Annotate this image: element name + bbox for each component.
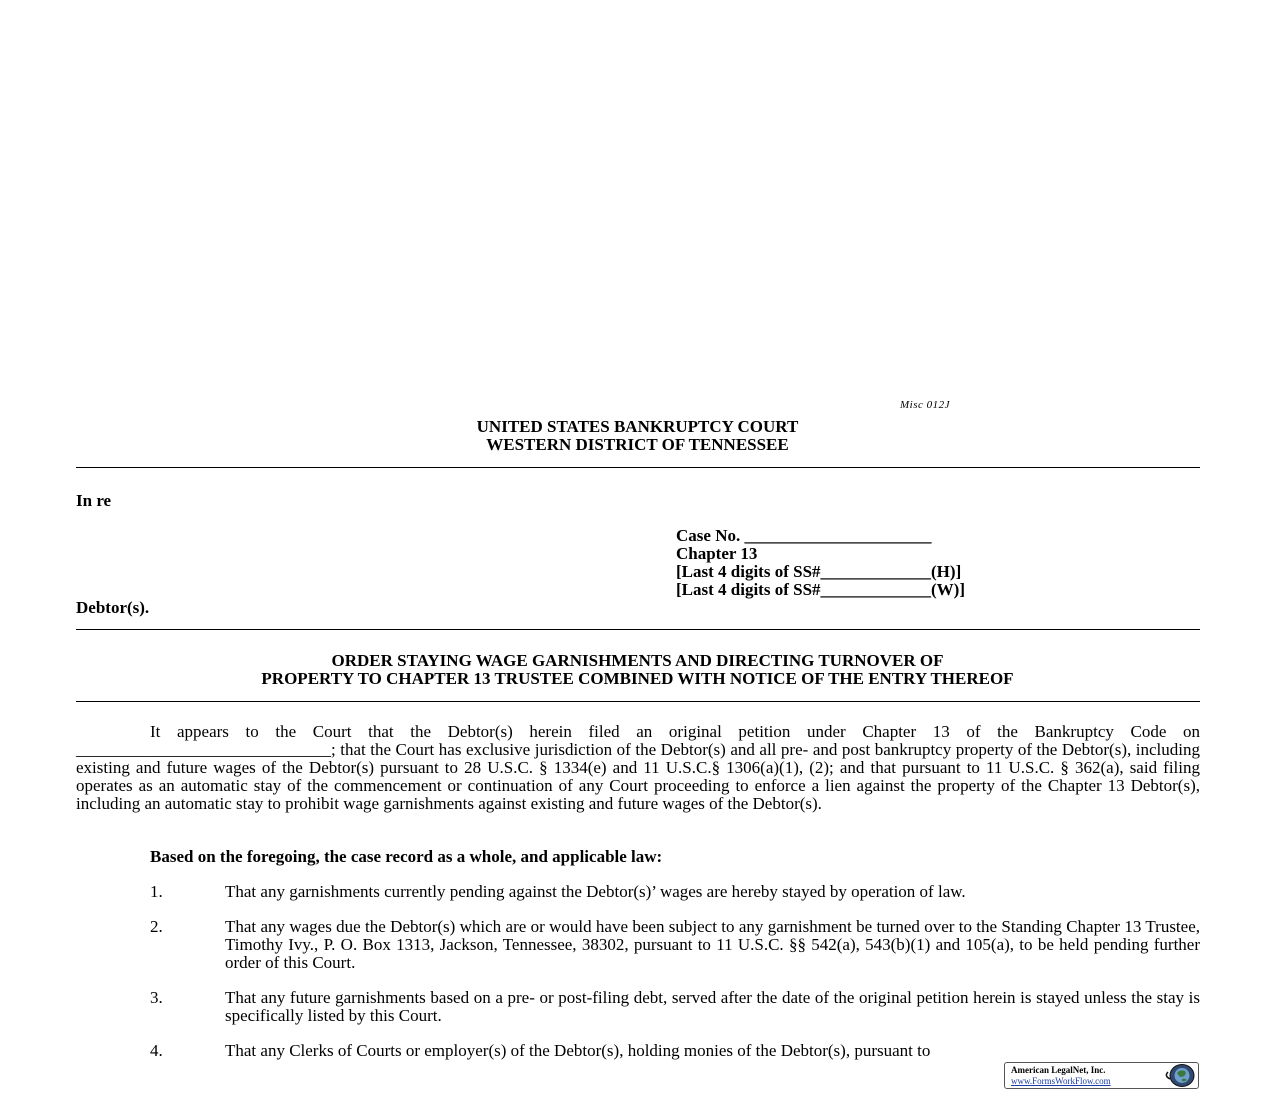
divider-rule [76,629,1200,630]
logo-url-link[interactable]: www.FormsWorkFlow.com [1011,1076,1111,1086]
divider-rule [76,701,1200,702]
in-re-label: In re [76,491,112,510]
order-title [0,652,1275,688]
court-header [0,418,1275,454]
case-number-field: Case No. ______________________ [676,526,932,545]
item-text: That any garnishments currently pending against the Debtor(s)’ wages are hereby stayed by operation of law. [225,882,966,901]
divider-rule [76,467,1200,468]
based-on-heading: Based on the foregoing, the case record as a whole, and applicable law: [150,847,663,866]
court-district: WESTERN DISTRICT OF TENNESSEE [486,435,789,454]
body-paragraph: It appears to the Court that the Debtor(s) herein filed an original petition under Chapter 13 of the Bankruptcy Code on ______________________________; that the Court has exclusive jurisdiction of the Debtor(s) and all pre- and post bankruptcy property of the Debtor(s), including existing and future wages of the Debtor(s) pursuant to 28 U.S.C. § 1334(e) and 11 U.S.C.§ 1306(a)(1), (2); and that pursuant to 11 U.S.C. § 362(a), said filing operates as an automatic stay of the commencement or continuation of any Court proceeding to enforce a lien against the property of the Chapter 13 Debtor(s), including an automatic stay to prohibit wage garnishments against existing and future wages of the Debtor(s). [76,722,1200,813]
footer-logo[interactable] [1004,1062,1199,1089]
ss-wife-field: [Last 4 digits of SS#_____________(W)] [676,580,966,599]
order-title-line2: PROPERTY TO CHAPTER 13 TRUSTEE COMBINED WITH NOTICE OF THE ENTRY THEREOF [261,669,1014,688]
item-number: 3. [150,988,163,1007]
court-name: UNITED STATES BANKRUPTCY COURT [476,417,799,436]
case-info-block [676,527,965,599]
globe-icon [1160,1063,1196,1088]
item-text: That any Clerks of Courts or employer(s) of the Debtor(s), holding monies of the Debtor(s), pursuant to [225,1041,931,1060]
item-number: 1. [150,882,163,901]
item-text: That any wages due the Debtor(s) which are or would have been subject to any garnishment be turned over to the Standing Chapter 13 Trustee, Timothy Ivy., P. O. Box 1313, Jackson, Tennessee, 38302, pursuant to 11 U.S.C. §§ 542(a), 543(b)(1) and 105(a), to be held pending further order of this Court. [225,917,1200,972]
item-text: That any future garnishments based on a pre- or post-filing debt, served after the date of the original petition herein is stayed unless the stay is specifically listed by this Court. [225,988,1200,1025]
ss-husband-field: [Last 4 digits of SS#_____________(H)] [676,562,962,581]
logo-company: American LegalNet, Inc. [1011,1065,1106,1075]
item-number: 2. [150,917,163,936]
form-code: Misc 012J [900,399,951,411]
debtors-label: Debtor(s). [76,598,150,617]
item-number: 4. [150,1041,163,1060]
order-title-line1: ORDER STAYING WAGE GARNISHMENTS AND DIRECTING TURNOVER OF [331,651,944,670]
chapter-label: Chapter 13 [676,544,758,563]
